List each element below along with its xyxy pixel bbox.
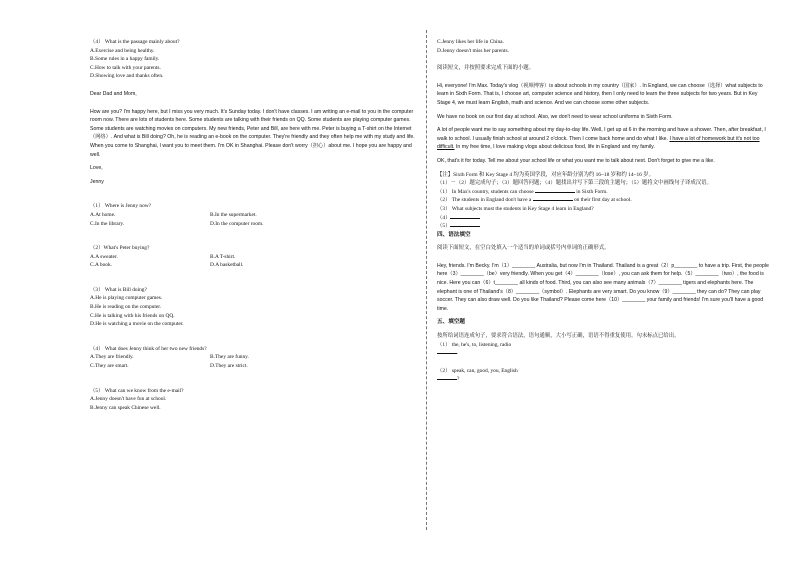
q5-option-c: C.Jenny likes her life in China. [437,39,504,45]
task-1 [437,188,772,197]
word-order-2-blank[interactable] [437,379,457,380]
section-4-instruction: 阅读下面短文，在空白处填入一个适当的单词或括号内单词的正确形式。 [437,245,610,252]
q3-option-c: C.He is talking with his friends on QQ. [90,312,175,319]
word-order-2-answer [437,375,772,384]
q5-option-a: A.Jenny doesn't have fun at school. [90,396,167,403]
task-5-label: （5） [437,223,451,230]
passage-note: 【注】Sixth Form 和 Key Stage 4 均为英国学段，对应年龄分别为约 16~18 岁和约 14~16 岁。 [437,171,654,178]
reading-instruction: 阅读短文，并按照要求完成下面的小题。 [437,65,535,72]
task-4 [437,214,772,223]
letter-signature: Jenny [90,178,104,185]
q2-option-d: D.A basketball. [210,262,244,269]
q2-stem: （2）What's Peter buying? [90,245,150,252]
q4b-option-c: C.They are smart. [90,363,129,370]
q1-option-c: C.In the library. [90,220,125,227]
task-2-blank[interactable] [533,200,573,201]
letter-greeting: Dear Dad and Mom, [90,90,137,97]
grammar-passage: Hey, friends. I'm Becky. I'm（1）________ Australia, but now I'm in Thailand. Thailand is a great（2）p________ to have a trip. First, the people here（3）________（be）very friendly. When you get（4）________（lose）, you can ask them for help.（5）________（two）, the food is nice. Here you can（6）t________ all kinds of food. Third, you can also see many animals（7）________ tigers and elephants here. The elephant is one of Thailand's（8）________（symbol）. Elephants are very smart. Do you know（9）________ they can do? They can play soccer. They can also draw well. Do you like Thailand? Please come here（10）________ your family and friends! I'm sure you'll have a good time. [437,262,769,312]
q1-option-b: B.In the supermarket. [210,211,257,218]
letter-body: How are you? I'm happy here, but I miss you very much. It's Sunday today. I don't have classes. I am writing an e-mail to you in the computer room now. There are lots of students here. Some students are talking with their friends on QQ. Some students are playing computer games. Some students are watching movies on computers. My new friends, Peter and Bill, are here with me. Peter is buying a T-shirt on the Internet（网络）. And what is Bill doing? Oh, he is reading an e-book on the computer. They're friendly and they often help me with my study and life. When you come to Shanghai, I want you to meet them. I'm OK in Shanghai. Please don't worry（担心）about me. I hope you are happy and well. [90,108,415,158]
word-order-2-punct: ? [457,376,460,383]
underlined-sentence: I have a lot of homework but it's not too difficult. [437,135,760,151]
task-2-tail: on their first day at school. [572,197,632,204]
q4b-stem: （4） What does Jenny think of her two new friends? [90,345,207,352]
passage-paragraph-1: Hi, everyone! I'm Max. Today's vlog（视频博客）is about schools in my country（国家）. In England, we can choose（选择）what subjects to learn in Sixth Form. That is, I choose art, computer science and history, then I only need to learn the three subjects for two years. But in Key Stage 4, we must learn English, math and science. And we can choose some other subjects. [437,82,763,106]
task-5 [437,222,772,231]
q2-option-b: B.A T-shirt. [210,253,236,260]
q4-stem: （4） What is the passage mainly about? [90,39,180,45]
task-4-label: （4） [437,214,451,221]
word-order-1-blank[interactable] [437,353,457,354]
q4-option-b: B.Some rules in a happy family. [90,56,160,63]
section-5-title: 五、填空题 [437,319,465,326]
q5-option-b: B.Jenny can speak Chinese well. [90,404,161,411]
q5-stem: （5） What can we know from the e-mail? [90,387,184,394]
task-1-text: （1） In Max's country, students can choose [437,188,535,195]
q4b-option-d: D.They are strict. [210,363,248,370]
q4b-option-a: A.They are friendly. [90,354,134,361]
word-order-1: （1） the, he's, to, listening, radio [437,341,512,348]
passage-paragraph-2: We have no book on our first day at school. Also, we don't need to wear school uniforms in Sixth Form. [437,113,673,120]
q4-option-c: C.How to talk with your parents. [90,64,161,71]
task-2-text: （2） The students in England don't have a [437,197,533,204]
word-order-1-punct: . [457,350,459,357]
q1-option-a: A.At home. [90,211,116,218]
q3-stem: （3） What is Bill doing? [90,286,147,293]
passage-paragraph-4: OK, that's it for today. Tell me about your school life or what you want me to talk about next. Don't forget to give me a like. [437,157,715,164]
task-4-blank[interactable] [450,218,480,219]
para3-start: A lot of people want me to say something about my day-to-day life. Well, I get up at 6 in the morning and have a shower. Then, after breakfast, I walk to school. I usually finish school at around 2 o'clock. Then I come back home and do what I like. [437,127,766,142]
section-4-title: 四、语法填空 [437,231,471,238]
right-column [437,38,772,384]
left-column [90,38,415,412]
letter-closing: Love, [90,165,103,172]
task-2 [437,196,772,205]
task-1-blank[interactable] [535,192,575,193]
column-divider [426,30,427,530]
task-5-blank[interactable] [450,226,480,227]
section-5-instruction: 按所给词语连成句子，要求符合语法，语句通顺，大小写正确，语语不得重复使用。句末标点已给出。 [437,333,680,340]
para3-end: In my free time, I love making vlogs about delicious food, life in England and my family. [454,144,655,151]
task-1-tail: in Sixth Form. [574,188,608,195]
q4b-option-b: B.They are funny. [210,354,249,361]
q1-option-d: D.In the computer room. [210,220,264,227]
task-3: （3） What subjects must the students in Key Stage 4 learn in England? [437,205,594,212]
word-order-2: （2） speak, can, good, you, English [437,367,518,374]
q3-option-a: A.He is playing computer games. [90,295,163,302]
task-instruction: （1）－（2）题完成句子；（3）题回答问题；（4）题找出并写下第三段的主题句；（5）题将文中画线句子译成汉语。 [437,180,712,187]
q5-option-d: D.Jenny doesn't miss her parents. [437,47,509,54]
q1-stem: （1） Where is Jenny now? [90,203,152,210]
q3-option-d: D.He is watching a movie on the computer. [90,321,184,328]
word-order-1-answer [437,349,772,358]
q2-option-c: C.A book. [90,262,113,269]
q2-option-a: A.A sweater. [90,253,118,260]
q4-option-a: A.Exercise and being healthy. [90,47,155,54]
q3-option-b: B.He is reading on the computer. [90,304,162,311]
q4-option-d: D.Showing love and thanks often. [90,73,164,80]
passage-paragraph-3 [437,126,772,152]
